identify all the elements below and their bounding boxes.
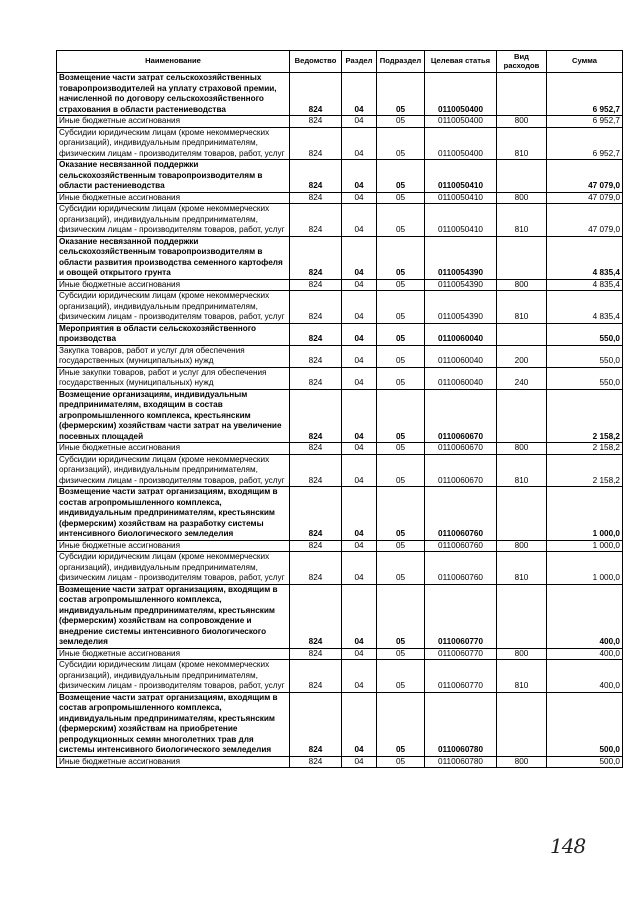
row-name: Иные бюджетные ассигнования — [57, 192, 290, 204]
row-razdel: 04 — [342, 192, 377, 204]
row-name: Субсидии юридическим лицам (кроме некоммерческих организаций), индивидуальным предпринимателям, физическим лицам - производителям товаров, работ, услуг — [57, 660, 290, 693]
row-target-article: 0110060770 — [425, 660, 497, 693]
header-target-article: Целевая статья — [425, 51, 497, 73]
row-target-article: 0110050410 — [425, 204, 497, 237]
table-row — [57, 487, 623, 541]
table-row — [57, 73, 623, 116]
table-row — [57, 454, 623, 487]
row-razdel: 04 — [342, 160, 377, 193]
row-podrazdel: 05 — [377, 540, 425, 552]
row-razdel: 04 — [342, 648, 377, 660]
row-sum: 400,0 — [547, 648, 623, 660]
row-podrazdel: 05 — [377, 291, 425, 324]
row-expense-type: 810 — [497, 127, 547, 160]
row-name: Иные бюджетные ассигнования — [57, 756, 290, 768]
table-row — [57, 756, 623, 768]
row-sum: 400,0 — [547, 584, 623, 648]
row-razdel: 04 — [342, 692, 377, 756]
row-sum: 1 000,0 — [547, 487, 623, 541]
row-razdel: 04 — [342, 367, 377, 389]
row-podrazdel: 05 — [377, 443, 425, 455]
row-vedomstvo: 824 — [290, 323, 342, 345]
row-razdel: 04 — [342, 204, 377, 237]
table-row — [57, 443, 623, 455]
row-vedomstvo: 824 — [290, 367, 342, 389]
header-podrazdel: Подраздел — [377, 51, 425, 73]
header-expense-type: Вид расходов — [497, 51, 547, 73]
row-vedomstvo: 824 — [290, 756, 342, 768]
budget-table-sheet — [56, 50, 622, 768]
table-row — [57, 660, 623, 693]
row-name: Иные закупки товаров, работ и услуг для обеспечения государственных (муниципальных) нужд — [57, 367, 290, 389]
row-podrazdel: 05 — [377, 116, 425, 128]
row-vedomstvo: 824 — [290, 443, 342, 455]
row-expense-type: 810 — [497, 204, 547, 237]
row-target-article: 0110060040 — [425, 323, 497, 345]
row-name: Субсидии юридическим лицам (кроме некоммерческих организаций), индивидуальным предпринимателям, физическим лицам - производителям товаров, работ, услуг — [57, 291, 290, 324]
row-vedomstvo: 824 — [290, 116, 342, 128]
row-sum: 47 079,0 — [547, 192, 623, 204]
row-expense-type — [497, 487, 547, 541]
row-expense-type — [497, 236, 547, 279]
row-expense-type: 800 — [497, 648, 547, 660]
row-razdel: 04 — [342, 323, 377, 345]
table-row — [57, 204, 623, 237]
row-podrazdel: 05 — [377, 660, 425, 693]
row-name: Возмещение части затрат организациям, входящим в состав агропромышленного комплекса, индивидуальным предпринимателям, крестьянским (фермерским) хозяйствам на приобретение репродукционных семян многолетних трав для системы интенсивного биологического земледелия — [57, 692, 290, 756]
row-name: Иные бюджетные ассигнования — [57, 443, 290, 455]
row-sum: 500,0 — [547, 756, 623, 768]
row-target-article: 0110060780 — [425, 756, 497, 768]
page-number: 148 — [550, 834, 586, 858]
row-vedomstvo: 824 — [290, 236, 342, 279]
row-vedomstvo: 824 — [290, 73, 342, 116]
row-target-article: 0110050400 — [425, 127, 497, 160]
row-expense-type: 810 — [497, 454, 547, 487]
row-target-article: 0110060770 — [425, 584, 497, 648]
row-razdel: 04 — [342, 389, 377, 443]
row-podrazdel: 05 — [377, 204, 425, 237]
row-expense-type: 800 — [497, 756, 547, 768]
row-razdel: 04 — [342, 443, 377, 455]
table-row — [57, 323, 623, 345]
table-row — [57, 540, 623, 552]
row-sum: 2 158,2 — [547, 443, 623, 455]
row-podrazdel: 05 — [377, 367, 425, 389]
row-expense-type — [497, 73, 547, 116]
row-podrazdel: 05 — [377, 584, 425, 648]
table-row — [57, 648, 623, 660]
row-sum: 400,0 — [547, 660, 623, 693]
budget-table — [56, 50, 623, 768]
row-sum: 550,0 — [547, 323, 623, 345]
row-target-article: 0110054390 — [425, 291, 497, 324]
row-expense-type: 200 — [497, 345, 547, 367]
row-expense-type — [497, 323, 547, 345]
row-name: Оказание несвязанной поддержки сельскохозяйственным товаропроизводителям в области растениеводства — [57, 160, 290, 193]
row-target-article: 0110060040 — [425, 345, 497, 367]
row-sum: 4 835,4 — [547, 279, 623, 291]
row-sum: 4 835,4 — [547, 291, 623, 324]
row-target-article: 0110060760 — [425, 540, 497, 552]
row-podrazdel: 05 — [377, 552, 425, 585]
table-row — [57, 192, 623, 204]
row-razdel: 04 — [342, 660, 377, 693]
row-podrazdel: 05 — [377, 279, 425, 291]
row-target-article: 0110050410 — [425, 160, 497, 193]
row-target-article: 0110060760 — [425, 552, 497, 585]
row-sum: 2 158,2 — [547, 454, 623, 487]
table-row — [57, 160, 623, 193]
row-vedomstvo: 824 — [290, 389, 342, 443]
table-row — [57, 552, 623, 585]
row-podrazdel: 05 — [377, 236, 425, 279]
table-header-row — [57, 51, 623, 73]
row-target-article: 0110060670 — [425, 389, 497, 443]
row-vedomstvo: 824 — [290, 192, 342, 204]
row-razdel: 04 — [342, 345, 377, 367]
row-target-article: 0110054390 — [425, 279, 497, 291]
row-name: Возмещение части затрат сельскохозяйственных товаропроизводителей на уплату страховой премии, начисленной по договору сельскохозяйственного страхования в области растениеводства — [57, 73, 290, 116]
row-sum: 1 000,0 — [547, 540, 623, 552]
row-razdel: 04 — [342, 291, 377, 324]
row-sum: 550,0 — [547, 345, 623, 367]
table-row — [57, 116, 623, 128]
row-podrazdel: 05 — [377, 756, 425, 768]
row-sum: 47 079,0 — [547, 160, 623, 193]
row-target-article: 0110060670 — [425, 443, 497, 455]
row-name: Возмещение части затрат организациям, входящим в состав агропромышленного комплекса, индивидуальным предпринимателям, крестьянским (фермерским) хозяйствам на сопровождение и внедрение системы интенсивного биологического земледелия — [57, 584, 290, 648]
row-expense-type: 810 — [497, 291, 547, 324]
row-podrazdel: 05 — [377, 73, 425, 116]
row-expense-type: 800 — [497, 540, 547, 552]
header-name: Наименование — [57, 51, 290, 73]
row-expense-type: 810 — [497, 660, 547, 693]
row-target-article: 0110060780 — [425, 692, 497, 756]
header-razdel: Раздел — [342, 51, 377, 73]
row-razdel: 04 — [342, 73, 377, 116]
row-razdel: 04 — [342, 487, 377, 541]
row-sum: 1 000,0 — [547, 552, 623, 585]
row-expense-type — [497, 692, 547, 756]
header-sum: Сумма — [547, 51, 623, 73]
row-vedomstvo: 824 — [290, 552, 342, 585]
row-target-article: 0110060760 — [425, 487, 497, 541]
row-sum: 47 079,0 — [547, 204, 623, 237]
row-razdel: 04 — [342, 279, 377, 291]
row-name: Возмещение организациям, индивидуальным предпринимателям, входящим в состав агропромышленного комплекса, крестьянским (фермерским) хозяйствам части затрат на увеличение посевных площадей — [57, 389, 290, 443]
row-name: Оказание несвязанной поддержки сельскохозяйственным товаропроизводителям в области развития производства семенного картофеля и овощей открытого грунта — [57, 236, 290, 279]
row-podrazdel: 05 — [377, 454, 425, 487]
row-sum: 2 158,2 — [547, 389, 623, 443]
row-podrazdel: 05 — [377, 160, 425, 193]
row-razdel: 04 — [342, 584, 377, 648]
row-vedomstvo: 824 — [290, 204, 342, 237]
row-target-article: 0110060040 — [425, 367, 497, 389]
row-vedomstvo: 824 — [290, 487, 342, 541]
row-expense-type — [497, 584, 547, 648]
row-sum: 6 952,7 — [547, 73, 623, 116]
table-row — [57, 236, 623, 279]
row-expense-type — [497, 160, 547, 193]
row-expense-type: 800 — [497, 116, 547, 128]
row-razdel: 04 — [342, 454, 377, 487]
table-row — [57, 389, 623, 443]
row-razdel: 04 — [342, 756, 377, 768]
row-target-article: 0110050400 — [425, 116, 497, 128]
row-vedomstvo: 824 — [290, 540, 342, 552]
row-target-article: 0110050410 — [425, 192, 497, 204]
row-sum: 4 835,4 — [547, 236, 623, 279]
row-sum: 6 952,7 — [547, 127, 623, 160]
row-razdel: 04 — [342, 127, 377, 160]
row-razdel: 04 — [342, 116, 377, 128]
table-row — [57, 127, 623, 160]
row-expense-type — [497, 389, 547, 443]
row-target-article: 0110050400 — [425, 73, 497, 116]
row-target-article: 0110054390 — [425, 236, 497, 279]
row-vedomstvo: 824 — [290, 454, 342, 487]
row-expense-type: 800 — [497, 192, 547, 204]
header-vedomstvo: Ведомство — [290, 51, 342, 73]
row-expense-type: 810 — [497, 552, 547, 585]
table-row — [57, 584, 623, 648]
row-vedomstvo: 824 — [290, 584, 342, 648]
row-name: Субсидии юридическим лицам (кроме некоммерческих организаций), индивидуальным предпринимателям, физическим лицам - производителям товаров, работ, услуг — [57, 204, 290, 237]
row-sum: 550,0 — [547, 367, 623, 389]
row-vedomstvo: 824 — [290, 692, 342, 756]
row-podrazdel: 05 — [377, 692, 425, 756]
row-name: Иные бюджетные ассигнования — [57, 648, 290, 660]
row-podrazdel: 05 — [377, 127, 425, 160]
row-target-article: 0110060670 — [425, 454, 497, 487]
row-name: Иные бюджетные ассигнования — [57, 540, 290, 552]
row-vedomstvo: 824 — [290, 127, 342, 160]
row-podrazdel: 05 — [377, 323, 425, 345]
row-name: Иные бюджетные ассигнования — [57, 279, 290, 291]
row-vedomstvo: 824 — [290, 160, 342, 193]
row-sum: 500,0 — [547, 692, 623, 756]
row-podrazdel: 05 — [377, 389, 425, 443]
table-row — [57, 692, 623, 756]
row-name: Мероприятия в области сельскохозяйственного производства — [57, 323, 290, 345]
row-vedomstvo: 824 — [290, 291, 342, 324]
row-podrazdel: 05 — [377, 648, 425, 660]
row-razdel: 04 — [342, 236, 377, 279]
row-name: Иные бюджетные ассигнования — [57, 116, 290, 128]
row-name: Субсидии юридическим лицам (кроме некоммерческих организаций), индивидуальным предпринимателям, физическим лицам - производителям товаров, работ, услуг — [57, 127, 290, 160]
row-name: Субсидии юридическим лицам (кроме некоммерческих организаций), индивидуальным предпринимателям, физическим лицам - производителям товаров, работ, услуг — [57, 552, 290, 585]
row-podrazdel: 05 — [377, 345, 425, 367]
row-target-article: 0110060770 — [425, 648, 497, 660]
row-vedomstvo: 824 — [290, 660, 342, 693]
row-name: Возмещение части затрат организациям, входящим в состав агропромышленного комплекса, индивидуальным предпринимателям, крестьянским (фермерским) хозяйствам на разработку системы интенсивного биологического земледелия — [57, 487, 290, 541]
row-expense-type: 800 — [497, 279, 547, 291]
row-expense-type: 240 — [497, 367, 547, 389]
row-podrazdel: 05 — [377, 487, 425, 541]
row-name: Закупка товаров, работ и услуг для обеспечения государственных (муниципальных) нужд — [57, 345, 290, 367]
row-vedomstvo: 824 — [290, 345, 342, 367]
table-row — [57, 345, 623, 367]
row-expense-type: 800 — [497, 443, 547, 455]
row-razdel: 04 — [342, 552, 377, 585]
table-row — [57, 291, 623, 324]
row-sum: 6 952,7 — [547, 116, 623, 128]
row-podrazdel: 05 — [377, 192, 425, 204]
table-row — [57, 367, 623, 389]
row-razdel: 04 — [342, 540, 377, 552]
row-vedomstvo: 824 — [290, 279, 342, 291]
table-row — [57, 279, 623, 291]
row-vedomstvo: 824 — [290, 648, 342, 660]
row-name: Субсидии юридическим лицам (кроме некоммерческих организаций), индивидуальным предпринимателям, физическим лицам - производителям товаров, работ, услуг — [57, 454, 290, 487]
